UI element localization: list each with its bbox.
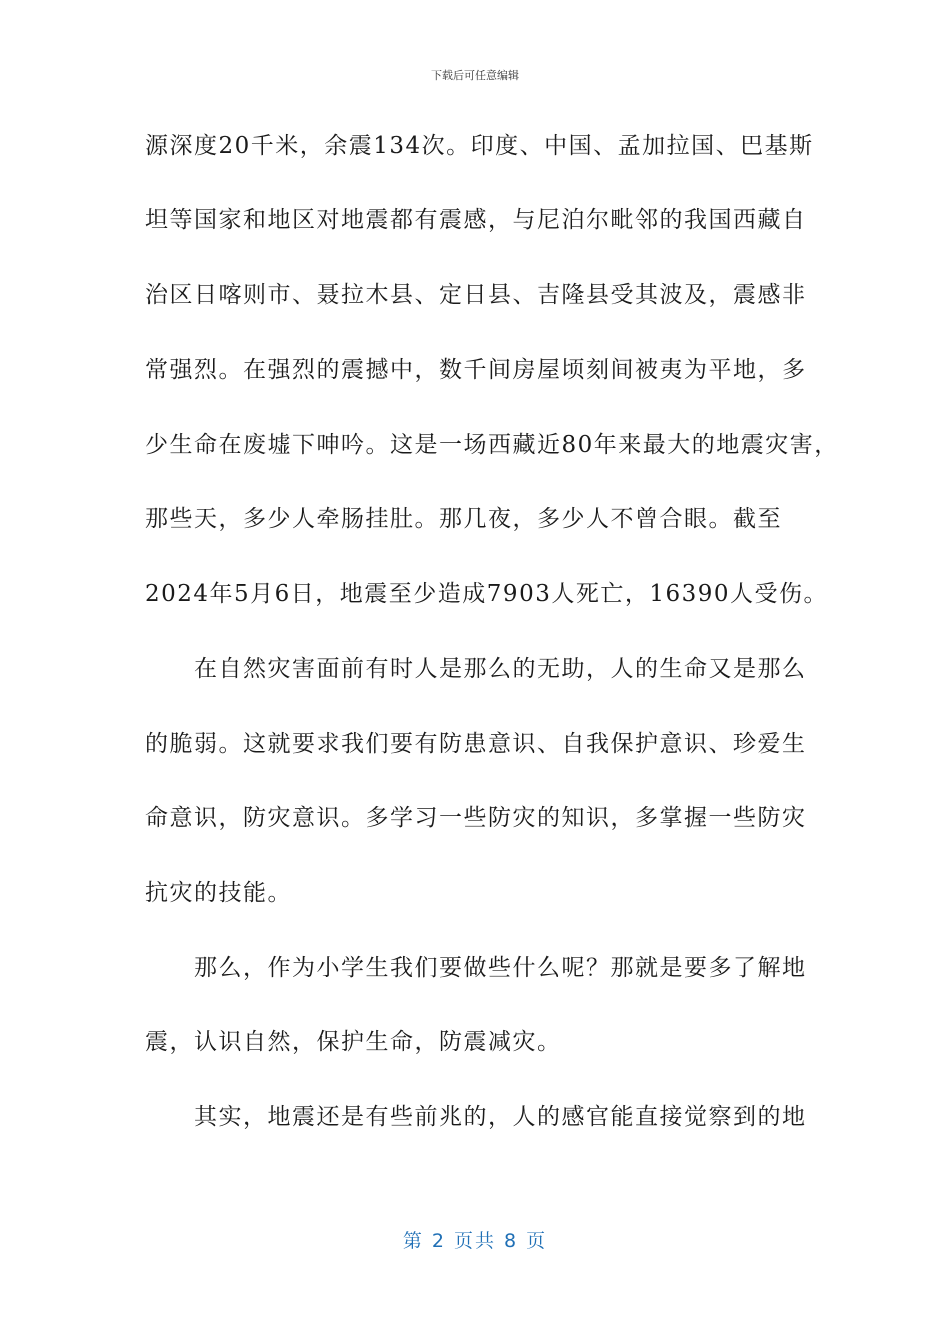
text-line: 那么，作为小学生我们要做些什么呢？那就是要多了解地: [145, 955, 807, 981]
page-header-note: 下载后可任意编辑: [431, 69, 519, 82]
text-line: 源深度20千米，余震134次。印度、中国、孟加拉国、巴基斯: [145, 133, 814, 159]
text-line: 其实，地震还是有些前兆的，人的感官能直接觉察到的地: [145, 1104, 807, 1130]
text-line: 少生命在废墟下呻吟。这是一场西藏近80年来最大的地震灾害，: [145, 432, 839, 458]
text-line: 那些天，多少人牵肠挂肚。那几夜，多少人不曾合眼。截至: [145, 506, 782, 532]
text-line: 常强烈。在强烈的震撼中，数千间房屋顷刻间被夷为平地，多: [145, 357, 807, 383]
page-number-label: 第 2 页共 8 页: [402, 1230, 548, 1252]
text-line: 命意识，防灾意识。多学习一些防灾的知识，多掌握一些防灾: [145, 805, 807, 831]
text-line: 在自然灾害面前有时人是那么的无助，人的生命又是那么: [145, 656, 807, 682]
text-line: 坦等国家和地区对地震都有震感，与尼泊尔毗邻的我国西藏自: [145, 207, 807, 233]
text-line: 治区日喀则市、聂拉木县、定日县、吉隆县受其波及，震感非: [145, 282, 807, 308]
text-line: 抗灾的技能。: [145, 880, 292, 906]
page-footer: [0, 1226, 950, 1253]
text-line: 的脆弱。这就要求我们要有防患意识、自我保护意识、珍爱生: [145, 731, 807, 757]
text-line: 震，认识自然，保护生命，防震减灾。: [145, 1029, 562, 1055]
text-line: 2024年5月6日，地震至少造成7903人死亡，16390人受伤。: [145, 581, 828, 607]
